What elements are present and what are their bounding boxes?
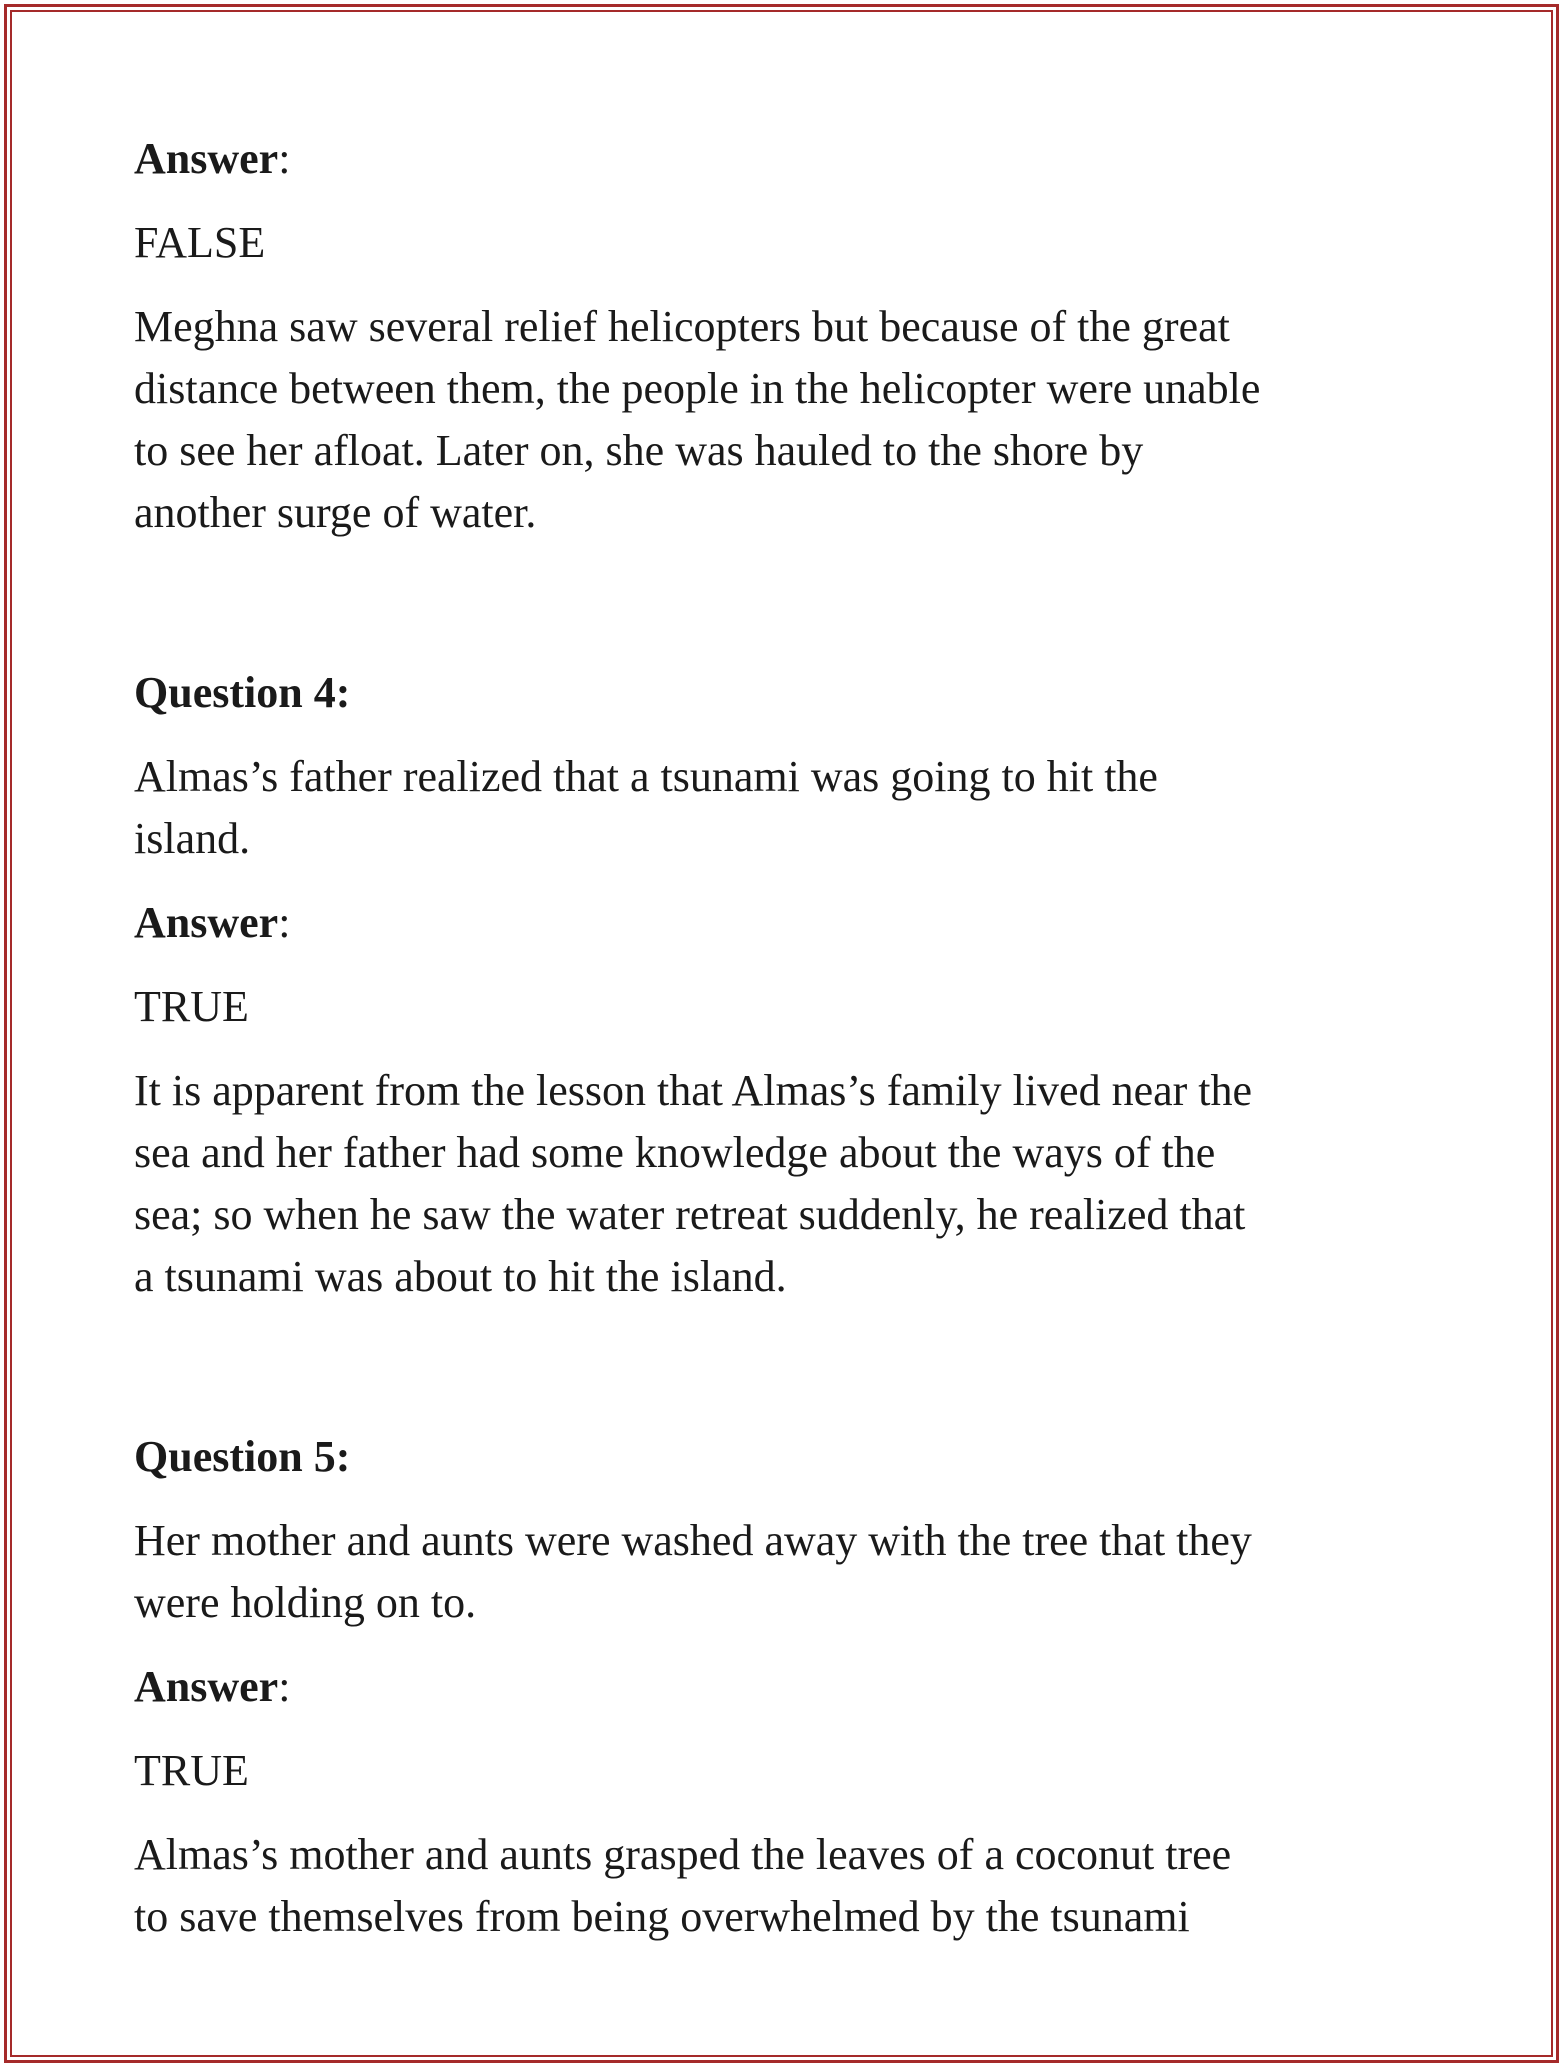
answer-label: Answer: [134, 134, 291, 183]
question-3-answer-section [134, 128, 1434, 544]
question-5-section [134, 1426, 1434, 1948]
question-heading: Question 5: [134, 1432, 351, 1481]
answer-verdict: TRUE [134, 1746, 249, 1795]
document-body [134, 128, 1434, 1948]
question-statement: Her mother and aunts were washed away with the tree that they were holding on to. [134, 1516, 1252, 1627]
answer-explanation: It is apparent from the lesson that Almas’s family lived near the sea and her father had some knowledge about the ways of the sea; so when he saw the water retreat suddenly, he realized that a tsunami was about to hit the island. [134, 1066, 1253, 1301]
question-4-section [134, 662, 1434, 1308]
answer-label: Answer: [134, 898, 291, 947]
answer-verdict: FALSE [134, 218, 266, 267]
answer-label: Answer: [134, 1662, 291, 1711]
answer-explanation: Meghna saw several relief helicopters but because of the great distance between them, the people in the helicopter were unable to see her afloat. Later on, she was hauled to the shore by another surge of water. [134, 302, 1261, 537]
answer-explanation: Almas’s mother and aunts grasped the leaves of a coconut tree to save themselves from being overwhelmed by the tsunami [134, 1830, 1232, 1941]
question-heading: Question 4: [134, 668, 351, 717]
answer-verdict: TRUE [134, 982, 249, 1031]
question-statement: Almas’s father realized that a tsunami was going to hit the island. [134, 752, 1158, 863]
